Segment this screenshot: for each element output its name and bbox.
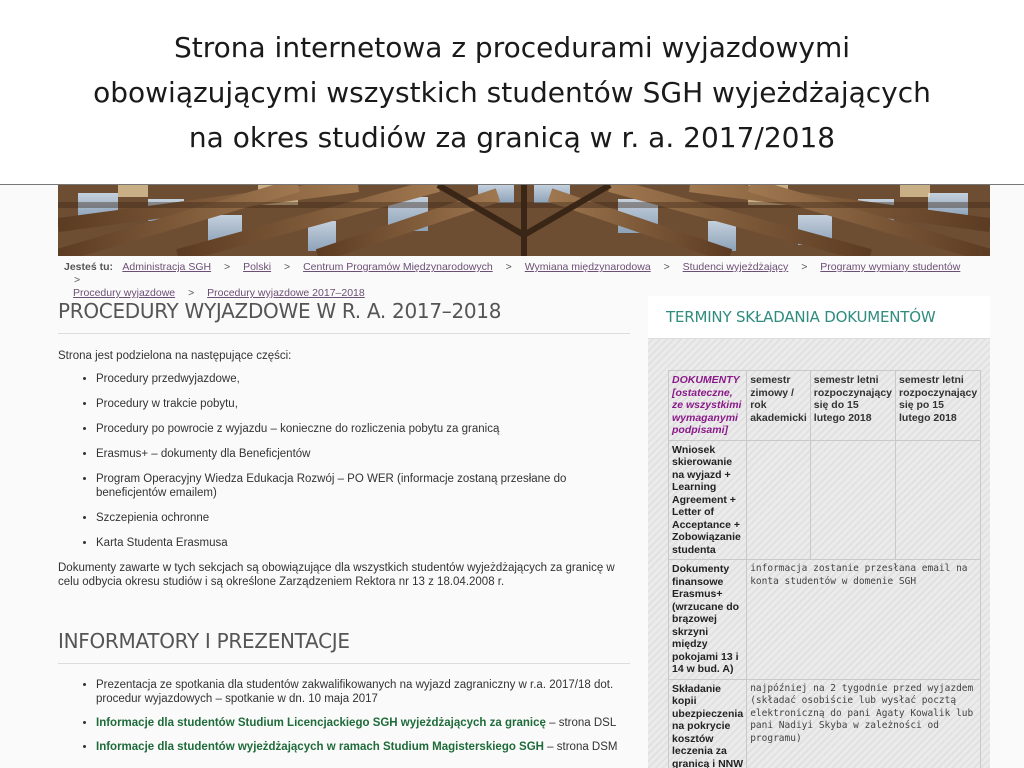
page-title: PROCEDURY WYJAZDOWE W R. A. 2017–2018 (58, 299, 630, 334)
regulation-note: Dokumenty zawarte w tych sekcjach są obowiązujące dla wszystkich studentów wyjeżdżających za granicę w celu odbycia okresu studiów i są określone Zarządzeniem Rektora nr 13 z 18.04.2008 r. (58, 562, 615, 588)
list-item: • Program Operacyjny Wiedza Edukacja Rozwój – PO WER (informacje zostaną przesłane do beneficjentów emailem) (96, 472, 630, 500)
list-item: • Procedury w trakcie pobytu, (96, 397, 630, 411)
intro-text: Strona jest podzielona na następujące części: (58, 350, 292, 362)
deadlines-sidebar (648, 296, 990, 768)
table-row (669, 679, 981, 768)
breadcrumb-link-polski[interactable]: Polski (243, 261, 272, 273)
slide-title-line-2: obowiązującymi wszystkich studentów SGH wyjeżdżających (93, 75, 931, 109)
table-header-cell: semestr letni rozpoczynający się po 15 lutego 2018 (896, 371, 981, 441)
table-header-cell: DOKUMENTY [ostateczne, ze wszystkimi wymaganymi podpisami] (669, 371, 747, 441)
info-section-title: INFORMATORY I PREZENTACJE (58, 629, 630, 664)
breadcrumb-link-centrum[interactable]: Centrum Programów Międzynarodowych (303, 261, 493, 273)
header-banner-image (58, 185, 990, 256)
list-item: • Procedury przedwyjazdowe, (96, 372, 630, 386)
breadcrumb-link-procedury-2017[interactable]: Procedury wyjazdowe 2017–2018 (207, 287, 365, 299)
slide-title-line-1: Strona internetowa z procedurami wyjazdowymi (173, 30, 851, 64)
breadcrumb-label: Jesteś tu: (64, 261, 114, 273)
dsm-info-link[interactable]: Informacje dla studentów wyjeżdżających w ramach Studium Magisterskiego SGH (96, 741, 544, 753)
breadcrumb-separator: > (74, 274, 81, 286)
breadcrumb-separator: > (801, 261, 808, 273)
dsl-suffix: – strona DSL (545, 717, 617, 729)
sidebar-title: TERMINY SKŁADANIA DOKUMENTÓW (666, 308, 936, 326)
list-item (96, 740, 630, 754)
dsl-info-link[interactable]: Informacje dla studentów Studium Licencjackiego SGH wyjeżdżających za granicę (96, 717, 546, 729)
sections-list (58, 372, 630, 550)
list-item: • Erasmus+ – dokumenty dla Beneficjentów (96, 447, 630, 461)
breadcrumb-link-procedury[interactable]: Procedury wyjazdowe (73, 287, 176, 299)
main-content (58, 299, 630, 764)
list-item (96, 716, 630, 730)
list-item: • Karta Studenta Erasmusa (96, 536, 630, 550)
breadcrumb (64, 261, 984, 300)
info-list (58, 678, 630, 754)
dsm-suffix: – strona DSM (543, 741, 618, 753)
breadcrumb-link-studenci[interactable]: Studenci wyjeżdżający (682, 261, 789, 273)
table-header-row (669, 371, 981, 441)
deadlines-table (668, 370, 981, 768)
list-item: • Procedury po powrocie z wyjazdu – konieczne do rozliczenia pobytu za granicą (96, 422, 630, 436)
breadcrumb-link-wymiana[interactable]: Wymiana międzynarodowa (524, 261, 651, 273)
table-cell-deadline: informacja zostanie przesłana email na konta studentów w domenie SGH (747, 560, 981, 680)
table-row (669, 440, 981, 560)
table-cell (896, 440, 981, 560)
table-cell-document: Składanie kopii ubezpieczenia na pokrycie kosztów leczenia za granicą i NNW (669, 679, 747, 768)
table-cell-deadline: najpóźniej na 2 tygodnie przed wyjazdem (składać osobiście lub wysłać pocztą elektroniczną do pani Agaty Kowalik lub pani Nadiyi Skyba w zależności od programu) (747, 679, 981, 768)
list-item (96, 678, 630, 706)
presentation-text: Prezentacja ze spotkania dla studentów zakwalifikowanych na wyjazd zagraniczny w r.a. 2017/18 dot. procedur wyjazdowych – spotkanie w dn. 10 maja 2017 (96, 679, 614, 705)
table-cell (747, 440, 811, 560)
breadcrumb-separator: > (188, 287, 195, 299)
table-header-cell: semestr letni rozpoczynający się do 15 lutego 2018 (810, 371, 895, 441)
breadcrumb-separator: > (505, 261, 512, 273)
table-cell (810, 440, 895, 560)
breadcrumb-link-programy[interactable]: Programy wymiany studentów (820, 261, 961, 273)
list-item: • Szczepienia ochronne (96, 511, 630, 525)
table-header-cell: semestr zimowy / rok akademicki (747, 371, 811, 441)
sidebar-header (648, 296, 990, 339)
breadcrumb-link-administracja[interactable]: Administracja SGH (122, 261, 212, 273)
slide-title-line-3: na okres studiów za granicą w r. a. 2017/2018 (188, 120, 836, 154)
website-screenshot (0, 185, 1024, 768)
slide-title (0, 0, 1024, 185)
breadcrumb-separator: > (224, 261, 231, 273)
breadcrumb-separator: > (663, 261, 670, 273)
table-cell-document: Dokumenty finansowe Erasmus+ (wrzucane do brązowej skrzyni między pokojami 13 i 14 w bud. A) (669, 560, 747, 680)
table-row (669, 560, 981, 680)
breadcrumb-separator: > (284, 261, 291, 273)
table-cell-document: Wniosek skierowanie na wyjazd + Learning Agreement + Letter of Acceptance + Zobowiązanie studenta (669, 440, 747, 560)
